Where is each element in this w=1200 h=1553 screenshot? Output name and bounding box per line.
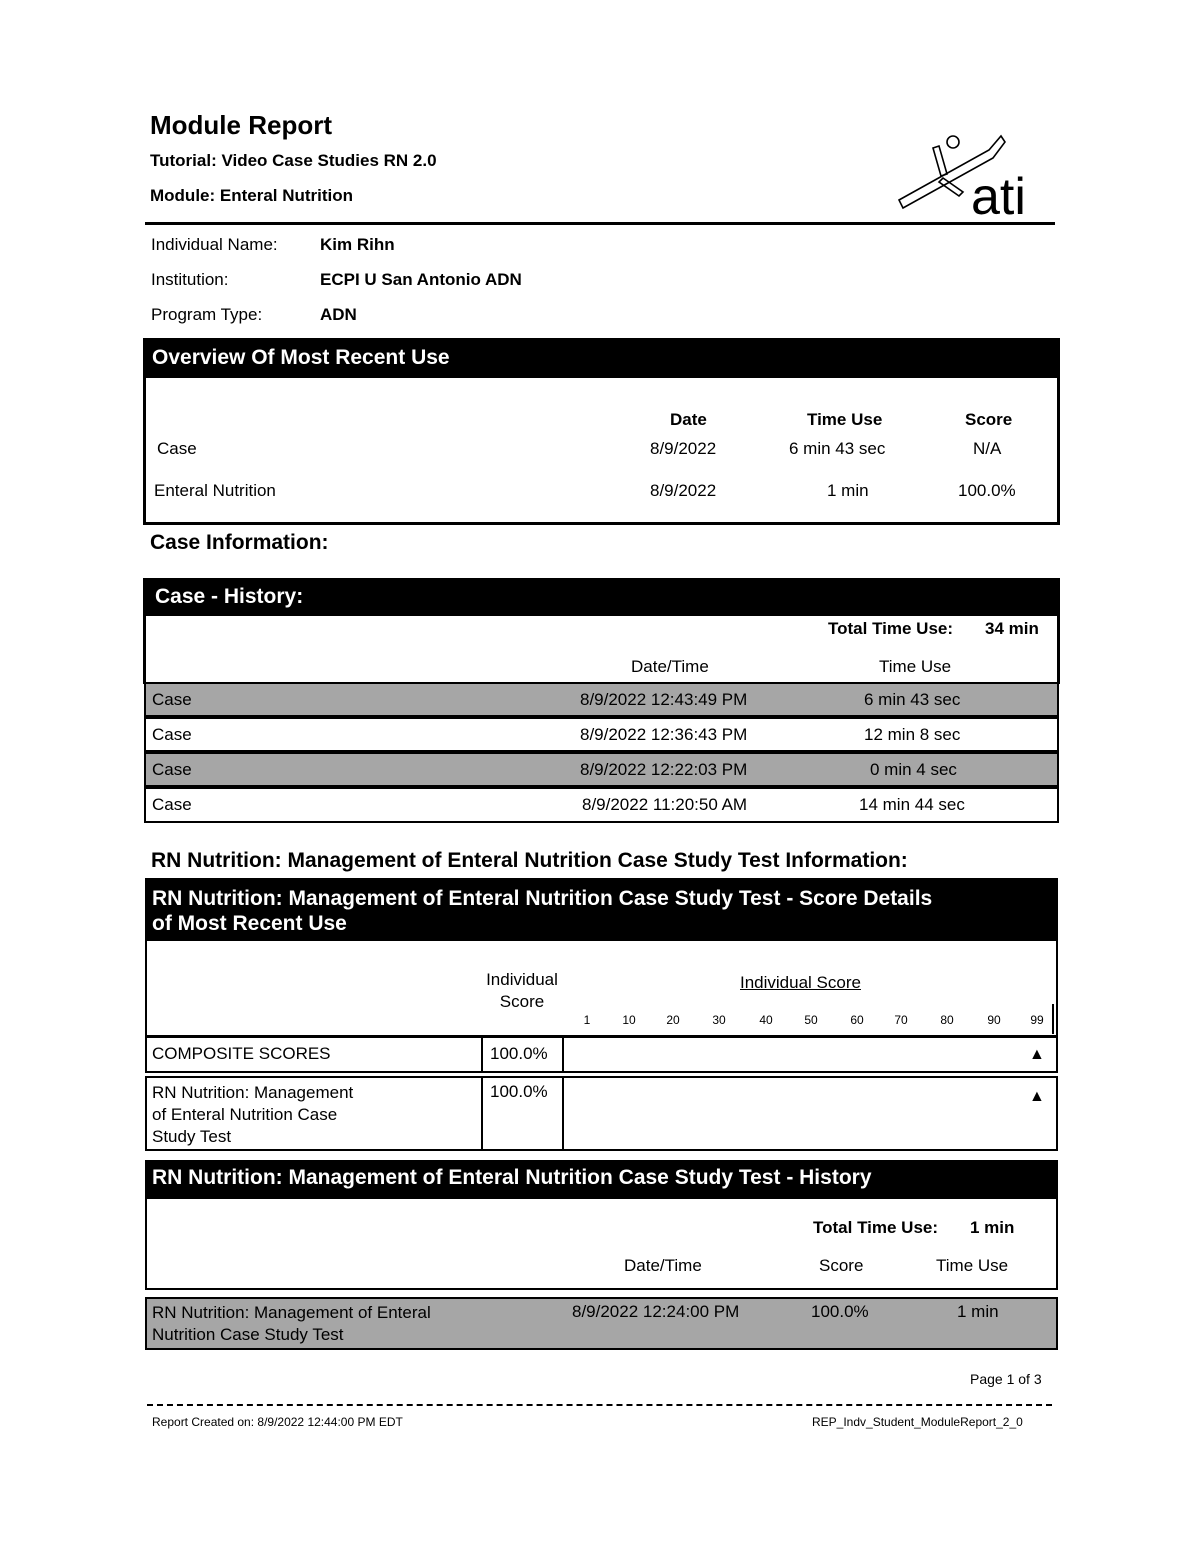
composite-label-cell [145, 1036, 481, 1073]
program-type-value: ADN [320, 305, 357, 324]
ati-logo [893, 130, 1043, 220]
scale-tick-60: 60 [850, 1013, 864, 1027]
scale-tick-30: 30 [712, 1013, 726, 1027]
report-created: Report Created on: 8/9/2022 12:44:00 PM EDT [152, 1415, 403, 1429]
overview-col-time: Time Use [807, 410, 883, 429]
scale-end-line [1052, 1004, 1054, 1034]
scale-tick-70: 70 [894, 1013, 908, 1027]
module-label-cell [145, 1076, 481, 1151]
overview-title: Overview Of Most Recent Use [143, 338, 1060, 378]
overview-row-enteral-score: 100.0% [958, 481, 1016, 500]
case-row-name: Case [152, 760, 192, 779]
composite-bar-cell [564, 1036, 1058, 1073]
test-row-time: 1 min [957, 1302, 999, 1321]
individual-score-col-line2: Score [499, 992, 545, 1011]
case-col-timeuse: Time Use [879, 657, 952, 676]
case-row-time: 12 min 8 sec [864, 725, 961, 744]
overview-row-case-name: Case [157, 439, 197, 458]
case-row-name: Case [152, 725, 192, 744]
overview-row-enteral-time: 1 min [827, 481, 869, 500]
program-type-label: Program Type: [151, 305, 263, 324]
test-history-header [145, 1199, 1058, 1290]
score-details-header [145, 941, 1058, 1036]
institution-value: ECPI U San Antonio ADN [320, 270, 522, 289]
case-row-datetime: 8/9/2022 12:36:43 PM [580, 725, 748, 744]
table-row [144, 752, 1059, 787]
overview-col-score: Score [965, 410, 1013, 429]
overview-row-case-time: 6 min 43 sec [789, 439, 886, 458]
score-details-title [145, 878, 1058, 941]
module-label-line1: RN Nutrition: Management [152, 1083, 354, 1102]
overview-row-case-date: 8/9/2022 [650, 439, 717, 458]
table-row [144, 682, 1059, 717]
test-row-name-line2: Nutrition Case Study Test [152, 1325, 344, 1344]
table-row [145, 1297, 1058, 1350]
overview-row-enteral-name: Enteral Nutrition [154, 481, 276, 500]
case-row-time: 14 min 44 sec [859, 795, 965, 814]
scale-tick-90: 90 [987, 1013, 1001, 1027]
tutorial-name: Tutorial: Video Case Studies RN 2.0 [150, 151, 437, 170]
composite-score-marker: ▲ [1029, 1046, 1045, 1063]
case-row-name: Case [152, 690, 192, 709]
scale-tick-99: 99 [1030, 1013, 1044, 1027]
individual-score-scale-title: Individual Score [740, 973, 861, 992]
case-total-time-value: 34 min [985, 619, 1039, 638]
test-row-datetime: 8/9/2022 12:24:00 PM [572, 1302, 740, 1321]
individual-name-value: Kim Rihn [320, 235, 395, 254]
test-col-score: Score [819, 1256, 864, 1275]
composite-score: 100.0% [490, 1044, 548, 1063]
module-label-line2: of Enteral Nutrition Case [152, 1105, 338, 1124]
scale-tick-10: 10 [622, 1013, 636, 1027]
test-total-time-value: 1 min [970, 1218, 1015, 1237]
composite-score-cell [481, 1036, 564, 1073]
page-title: Module Report [150, 110, 332, 140]
case-row-time: 6 min 43 sec [864, 690, 961, 709]
test-information-heading: RN Nutrition: Management of Enteral Nutrition Case Study Test Information: [151, 849, 908, 872]
header-divider [145, 222, 1055, 225]
table-row [144, 787, 1059, 823]
test-col-datetime: Date/Time [624, 1256, 702, 1275]
case-total-time-label: Total Time Use: [828, 619, 954, 638]
test-col-timeuse: Time Use [936, 1256, 1009, 1275]
module-score-marker: ▲ [1029, 1088, 1045, 1105]
page-number: Page 1 of 3 [970, 1371, 1042, 1387]
score-details-title-line2: of Most Recent Use [152, 912, 347, 935]
case-row-time: 0 min 4 sec [870, 760, 957, 779]
institution-label: Institution: [151, 270, 229, 289]
overview-row-case-score: N/A [973, 439, 1002, 458]
module-label [152, 1082, 353, 1148]
individual-name-label: Individual Name: [151, 235, 278, 254]
test-history-title: RN Nutrition: Management of Enteral Nutrition Case Study Test - History [145, 1160, 1058, 1199]
module-score: 100.0% [490, 1082, 548, 1101]
overview-row-enteral-date: 8/9/2022 [650, 481, 717, 500]
scale-tick-50: 50 [804, 1013, 818, 1027]
overview-col-date: Date [670, 410, 707, 429]
case-history-title: Case - History: [143, 578, 1060, 616]
footer-divider [147, 1404, 1052, 1406]
module-name: Module: Enteral Nutrition [150, 186, 354, 205]
scale-tick-40: 40 [759, 1013, 773, 1027]
individual-score-col-line1: Individual [486, 970, 558, 989]
case-col-datetime: Date/Time [631, 657, 709, 676]
case-row-datetime: 8/9/2022 11:20:50 AM [582, 795, 748, 814]
composite-label: COMPOSITE SCORES [152, 1044, 331, 1063]
report-id: REP_Indv_Student_ModuleReport_2_0 [812, 1415, 1023, 1429]
case-row-datetime: 8/9/2022 12:22:03 PM [580, 760, 748, 779]
scale-tick-1: 1 [583, 1013, 591, 1027]
case-row-name: Case [152, 795, 192, 814]
test-row-name [152, 1302, 431, 1346]
logo-text: ati [971, 168, 1026, 220]
table-row [144, 717, 1059, 752]
module-bar-cell [564, 1076, 1058, 1151]
test-total-time-label: Total Time Use: [813, 1218, 939, 1237]
test-row-score: 100.0% [811, 1302, 869, 1321]
scale-tick-80: 80 [940, 1013, 954, 1027]
module-label-line3: Study Test [152, 1127, 232, 1146]
scale-tick-20: 20 [666, 1013, 680, 1027]
case-information-heading: Case Information: [150, 531, 329, 554]
module-score-cell [481, 1076, 564, 1151]
individual-score-col-header [481, 969, 563, 1013]
test-row-name-line1: RN Nutrition: Management of Enteral [152, 1303, 431, 1322]
case-row-datetime: 8/9/2022 12:43:49 PM [580, 690, 748, 709]
score-details-title-line1: RN Nutrition: Management of Enteral Nutrition Case Study Test - Score Details [152, 887, 933, 910]
